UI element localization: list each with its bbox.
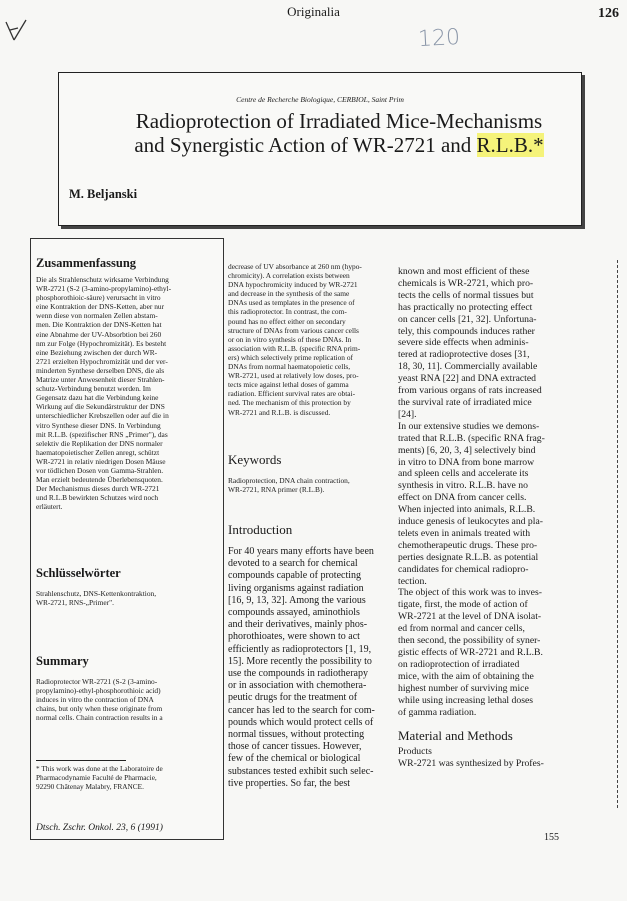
- text-line: and spleen cells and accelerate its: [398, 468, 529, 480]
- schluesselwoerter-section: [36, 566, 216, 607]
- text-line: chains, but only when these originate from: [36, 704, 163, 714]
- page-number-top: 126: [598, 6, 619, 21]
- schluesselwoerter-heading: Schlüsselwörter: [36, 566, 121, 580]
- text-line: Man erzielt bedeutende Überlebensquoten.: [36, 475, 163, 485]
- text-line: Gegensatz dazu hat die Verbindung keine: [36, 393, 159, 403]
- text-line: yeast RNA [22] and DNA extracted: [398, 373, 537, 385]
- article-title: [109, 109, 569, 157]
- text-line: wenn diese von normalen Zellen abstam-: [36, 311, 158, 321]
- text-line: When injected into animals, R.L.B.: [398, 504, 536, 516]
- introduction-text: [228, 546, 392, 790]
- text-line: vitro Synthese dieser DNS. In Verbindung: [36, 420, 161, 430]
- text-line: 92290 Châtenay Malabry, FRANCE.: [36, 782, 144, 791]
- text-line: induce genesis of leukocytes and pla-: [398, 516, 543, 528]
- text-line: eine Beziehung zwischen der durch WR-: [36, 347, 158, 357]
- text-line: 18, 30, 11]. Commercially available: [398, 361, 538, 373]
- schluesselwoerter-text: [36, 589, 216, 607]
- text-line: propylamino)-ethyl-phosphorothioic acid): [36, 686, 161, 696]
- text-line: DNA hypochromicity induced by WR-2721: [228, 280, 358, 290]
- text-line: association with R.L.B. (specific RNA prim-: [228, 343, 361, 353]
- text-line: on cancer cells [21, 32]. Unfortuna-: [398, 313, 537, 325]
- text-line: Strahlenschutz, DNS-Kettenkontraktion,: [36, 589, 157, 598]
- summary-continued: [228, 262, 392, 417]
- text-line: effect on DNA from cancer cells.: [398, 492, 527, 504]
- footnote-divider: [36, 760, 126, 761]
- footer-citation: Dtsch. Zschr. Onkol. 23, 6 (1991): [36, 823, 163, 833]
- text-line: structure of DNAs from various cancer cells: [228, 325, 359, 335]
- text-line: Radioprotector WR-2721 (S-2 (3-amino-: [36, 677, 158, 686]
- text-line: synthesis in vitro. R.L.B. have no: [398, 480, 528, 492]
- footer-page-number: 155: [544, 832, 559, 843]
- text-line: peutic drugs for the treatment of: [228, 692, 358, 704]
- title-highlight: R.L.B.*: [476, 133, 544, 157]
- text-line: [16, 9, 13, 32]. Among the various: [228, 594, 366, 606]
- text-line: pounds which would protect cells of: [228, 716, 374, 728]
- keywords-text: [228, 476, 392, 494]
- summary-continued-text: [228, 262, 392, 417]
- handwritten-number: 120: [417, 24, 461, 53]
- column-3: [398, 266, 572, 770]
- text-line: in vitro to DNA from bone marrow: [398, 456, 535, 468]
- affiliation: Centre de Recherche Biologique, CERBIOL, Saint Prim: [236, 95, 404, 104]
- text-line: Die als Strahlenschutz wirksame Verbindung: [36, 275, 169, 284]
- author-name: M. Beljanski: [69, 187, 138, 201]
- text-line: * This work was done at the Laboratoire de: [36, 764, 163, 773]
- zusammenfassung-heading: Zusammenfassung: [36, 256, 137, 270]
- text-line: few of the chemical or biological: [228, 753, 361, 765]
- text-line: WR-2721 in relativ niedrigen Dosen Mäuse: [36, 456, 166, 466]
- text-line: severe side effects when adminis-: [398, 337, 529, 349]
- title-line-2: and Synergistic Action of WR-2721 and: [134, 133, 477, 157]
- text-line: ers) which selectively prime replication of: [228, 352, 353, 362]
- text-line: chromicity). A correlation exists between: [228, 271, 350, 281]
- text-line: [24].: [398, 408, 417, 420]
- journal-section-header: Originalia: [287, 4, 340, 19]
- text-line: then second, the possibility of syner-: [398, 635, 541, 647]
- text-line: cancer has led to the search for com-: [228, 704, 375, 716]
- text-line: ments) [6, 20, 3, 4] selectively bind: [398, 444, 536, 456]
- text-line: haematopoietischer Zellen anregt, schützt: [36, 447, 160, 457]
- text-line: and decrease in the synthesis of the same: [228, 289, 350, 299]
- text-line: WR-2721 and R.L.B. is discussed.: [228, 407, 331, 417]
- text-line: 2721 erzielten Hypochromizität und der ver-: [36, 356, 168, 366]
- summary-section: [36, 654, 216, 722]
- text-line: tects the cells of normal tissues but: [398, 289, 534, 301]
- col3-paragraph-3: [398, 587, 572, 718]
- text-line: compounds assayed, aminothiols: [228, 607, 360, 619]
- text-line: nm zur Folge (Hypochromizität). Es besteht: [36, 338, 167, 348]
- text-line: has practically no protecting effect: [398, 301, 533, 313]
- text-line: devoted to a search for chemical: [228, 558, 358, 570]
- col3-last-line: WR-2721 was synthesized by Profes-: [398, 758, 544, 770]
- text-line: 15]. More recently the possibility to: [228, 655, 372, 667]
- text-line: pound has no effect either on secondary: [228, 316, 346, 326]
- col3-paragraph-1: [398, 266, 572, 421]
- text-line: ned. The mechanism of this protection by: [228, 398, 351, 408]
- text-line: Matrize unter Anwesenheit dieser Strahlen-: [36, 375, 165, 385]
- summary-heading: Summary: [36, 654, 89, 668]
- text-line: and their derivatives, mainly phos-: [228, 619, 368, 631]
- text-line: telets even in animals treated with: [398, 527, 531, 539]
- text-line: trated that R.L.B. (specific RNA frag-: [398, 432, 545, 444]
- text-line: men. Die Kontraktion der DNS-Ketten hat: [36, 320, 162, 330]
- text-line: highest number of surviving mice: [398, 682, 529, 694]
- text-line: those of cancer tissues. However,: [228, 741, 362, 753]
- text-line: perties designate R.L.B. as potential: [398, 551, 539, 563]
- text-line: und R.L.B bewirkten Schutzes wird noch: [36, 493, 159, 503]
- title-line-1: Radioprotection of Irradiated Mice-Mechanisms: [135, 109, 543, 133]
- text-line: phorothioates, were shown to act: [228, 631, 360, 643]
- text-line: of gamma radiation.: [398, 706, 477, 718]
- text-line: tely, this compounds induces rather: [398, 325, 535, 337]
- text-line: gistic effects of WR-2721 and R.L.B.: [398, 647, 543, 658]
- text-line: tection.: [398, 575, 427, 587]
- text-line: known and most efficient of these: [398, 266, 530, 277]
- zusammenfassung-section: [36, 256, 216, 511]
- summary-text: [36, 677, 216, 722]
- col3-paragraph-2: [398, 421, 572, 588]
- text-line: erläutert.: [36, 502, 63, 512]
- text-line: tects mice against lethal doses of gamma: [228, 380, 349, 390]
- methods-heading: Material and Methods: [398, 728, 513, 744]
- keywords-heading: Keywords: [228, 452, 282, 467]
- zusammenfassung-text: [36, 275, 216, 511]
- text-line: this radioprotector. In contrast, the com-: [228, 307, 347, 317]
- text-line: The object of this work was to inves-: [398, 587, 542, 599]
- text-line: eine Abnahme der UV-Absorbtion bei 260: [36, 329, 162, 339]
- pen-mark-icon: [4, 18, 32, 44]
- text-line: mit R.L.B. (spezifischer RNS „Primer"), das: [36, 429, 168, 439]
- text-line: radiation. Efficient survival rates are obtai-: [228, 389, 356, 399]
- text-line: substances tested exhibit such selec-: [228, 765, 374, 777]
- text-line: induces in vitro the contraction of DNA: [36, 695, 154, 705]
- text-line: candidates for chemical radiopro-: [398, 563, 529, 575]
- text-line: Der Mechanismus dieses durch WR-2721: [36, 484, 160, 494]
- text-line: DNAs from normal haematopoietic cells,: [228, 362, 351, 372]
- introduction-heading: Introduction: [228, 522, 293, 537]
- text-line: tive properties. So far, the best: [228, 777, 351, 789]
- text-line: normal tissues, without protecting: [228, 729, 365, 741]
- text-line: DNAs used as templates in the presence of: [228, 298, 355, 308]
- text-line: or on in vitro synthesis of these DNAs. In: [228, 334, 352, 344]
- margin-mark: [617, 260, 618, 808]
- text-line: WR-2721, used at relatively low doses, pro-: [228, 371, 359, 381]
- text-line: unterschiedlicher Krebszellen oder auf die in: [36, 411, 169, 421]
- keywords-section: [228, 452, 392, 494]
- text-line: phosphorothioic-säure) verursacht in vitro: [36, 293, 161, 303]
- text-line: Wirkung auf die Sekundärstruktur der DNS: [36, 402, 165, 412]
- text-line: use the compounds in radiotherapy: [228, 668, 368, 680]
- text-line: while using increasing lethal doses: [398, 694, 534, 706]
- text-line: chemicals is WR-2721, which pro-: [398, 277, 534, 289]
- text-line: vor tödlichen Dosen von Gamma-Strahlen.: [36, 465, 164, 475]
- text-line: For 40 years many efforts have been: [228, 546, 374, 557]
- text-line: chemotherapeutic drugs. These pro-: [398, 539, 538, 551]
- text-line: schutz-Verbindung benutzt werden. Im: [36, 384, 151, 394]
- text-line: eine Kontraktion der DNS-Ketten, aber nur: [36, 302, 165, 312]
- text-line: living organisms against radiation: [228, 582, 364, 594]
- text-line: or in association with chemothera-: [228, 680, 367, 692]
- text-line: Pharmacodynamie Faculté de Pharmacie,: [36, 773, 157, 782]
- text-line: efficiently as radioprotectors [1, 19,: [228, 643, 372, 655]
- text-line: decrease of UV absorbance at 260 nm (hypo-: [228, 262, 362, 271]
- text-line: on radioprotection of irradiated: [398, 658, 520, 670]
- text-line: normal cells. Chain contraction results in a: [36, 713, 163, 723]
- text-line: minderten Synthese derselben DNS, die als: [36, 365, 165, 375]
- text-line: from various organs of rats increased: [398, 385, 542, 397]
- text-line: WR-2721, RNS-„Primer".: [36, 598, 114, 608]
- text-line: tered at radioprotective doses [31,: [398, 349, 530, 361]
- text-line: tigate, first, the mode of action of: [398, 599, 528, 611]
- text-line: WR-2721 (S-2 (3-amino-propylamino)-ethyl-: [36, 284, 172, 294]
- text-line: WR-2721, RNA primer (R.L.B).: [228, 485, 325, 495]
- title-box: [58, 72, 582, 226]
- text-line: compounds capable of protecting: [228, 570, 362, 582]
- text-line: selektiv die Replikation der DNS normaler: [36, 438, 163, 448]
- text-line: the survival rate of irradiated mice: [398, 396, 532, 408]
- products-subheading: Products: [398, 746, 432, 758]
- footnote: [36, 764, 214, 791]
- text-line: ed from normal and cancer cells,: [398, 623, 525, 635]
- text-line: In our extensive studies we demons-: [398, 420, 540, 432]
- text-line: WR-2721 at the level of DNA isolat-: [398, 611, 542, 623]
- introduction-section: [228, 522, 392, 790]
- text-line: Radioprotection, DNA chain contraction,: [228, 476, 350, 485]
- text-line: mice, with the aim of obtaining the: [398, 670, 534, 682]
